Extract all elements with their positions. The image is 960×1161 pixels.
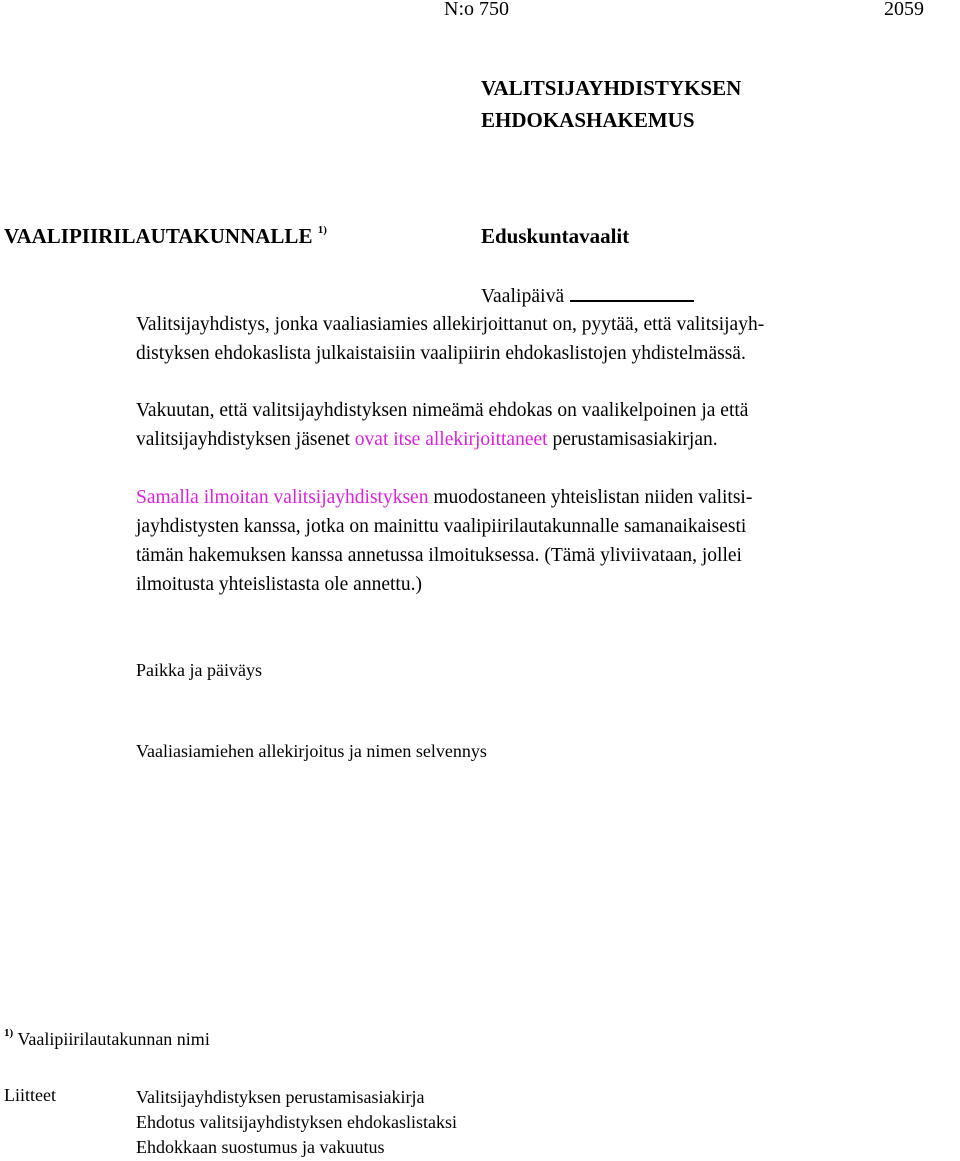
request-line-1: Valitsijayhdistys, jonka vaaliasiamies allekirjoittanut on, pyytää, että valitsijayh- (136, 314, 765, 335)
page-number: 2059 (884, 0, 924, 20)
form-title-line1: VALITSIJAYHDISTYKSEN (481, 76, 742, 100)
recipient-label: VAALIPIIRILAUTAKUNNALLE (4, 224, 313, 248)
assurance-line-2-suffix: perustamisasiakirjan. (547, 429, 718, 450)
election-day-blank[interactable] (570, 284, 694, 302)
joint-list-line-4: ilmoitusta yhteislistasta ole annettu.) (136, 574, 422, 595)
issue-number: N:o 750 (444, 0, 509, 20)
joint-list-line-2: jayhdistysten kanssa, jotka on mainittu vaalipiirilautakunnalle samanaikaisesti (136, 516, 747, 537)
form-title-line2: EHDOKASHAKEMUS (481, 108, 695, 132)
assurance-line-2 (136, 425, 956, 454)
request-line-2: distyksen ehdokaslista julkaistaisiin vaalipiirin ehdokaslistojen yhdistelmässä. (136, 343, 746, 364)
attachments-list (136, 1085, 457, 1160)
place-and-date-label: Paikka ja päiväys (136, 660, 262, 680)
election-day-field (481, 284, 694, 308)
attachment-item: Valitsijayhdistyksen perustamisasiakirja (136, 1087, 425, 1107)
joint-list-highlight: Samalla ilmoitan valitsijayhdistyksen (136, 487, 429, 508)
footnote (4, 1029, 210, 1050)
footnote-mark: 1) (4, 1027, 14, 1039)
joint-list-line-1-suffix: muodostaneen yhteislistan niiden valitsi- (428, 487, 753, 508)
attachment-item: Ehdokkaan suostumus ja vakuutus (136, 1137, 385, 1157)
attachments-label: Liitteet (4, 1085, 56, 1105)
election-day-label: Vaalipäivä (481, 286, 565, 307)
assurance-line-2-prefix: valitsijayhdistyksen jäsenet (136, 429, 355, 450)
joint-list-paragraph (136, 483, 956, 599)
footnote-text: Vaalipiirilautakunnan nimi (17, 1029, 210, 1049)
joint-list-line-1 (136, 483, 956, 512)
recipient-heading (4, 224, 327, 249)
recipient-footnote-mark: 1) (317, 224, 327, 236)
assurance-paragraph (136, 396, 956, 454)
assurance-line-1: Vakuutan, että valitsijayhdistyksen nimeämä ehdokas on vaalikelpoinen ja että (136, 400, 749, 421)
election-type: Eduskuntavaalit (481, 224, 630, 248)
joint-list-line-3: tämän hakemuksen kanssa annetussa ilmoituksessa. (Tämä yliviivataan, jollei (136, 545, 742, 566)
assurance-highlight: ovat itse allekirjoittaneet (354, 429, 548, 450)
signature-label: Vaaliasiamiehen allekirjoitus ja nimen selvennys (136, 741, 487, 761)
attachment-item: Ehdotus valitsijayhdistyksen ehdokaslistaksi (136, 1112, 457, 1132)
request-paragraph (136, 310, 956, 368)
